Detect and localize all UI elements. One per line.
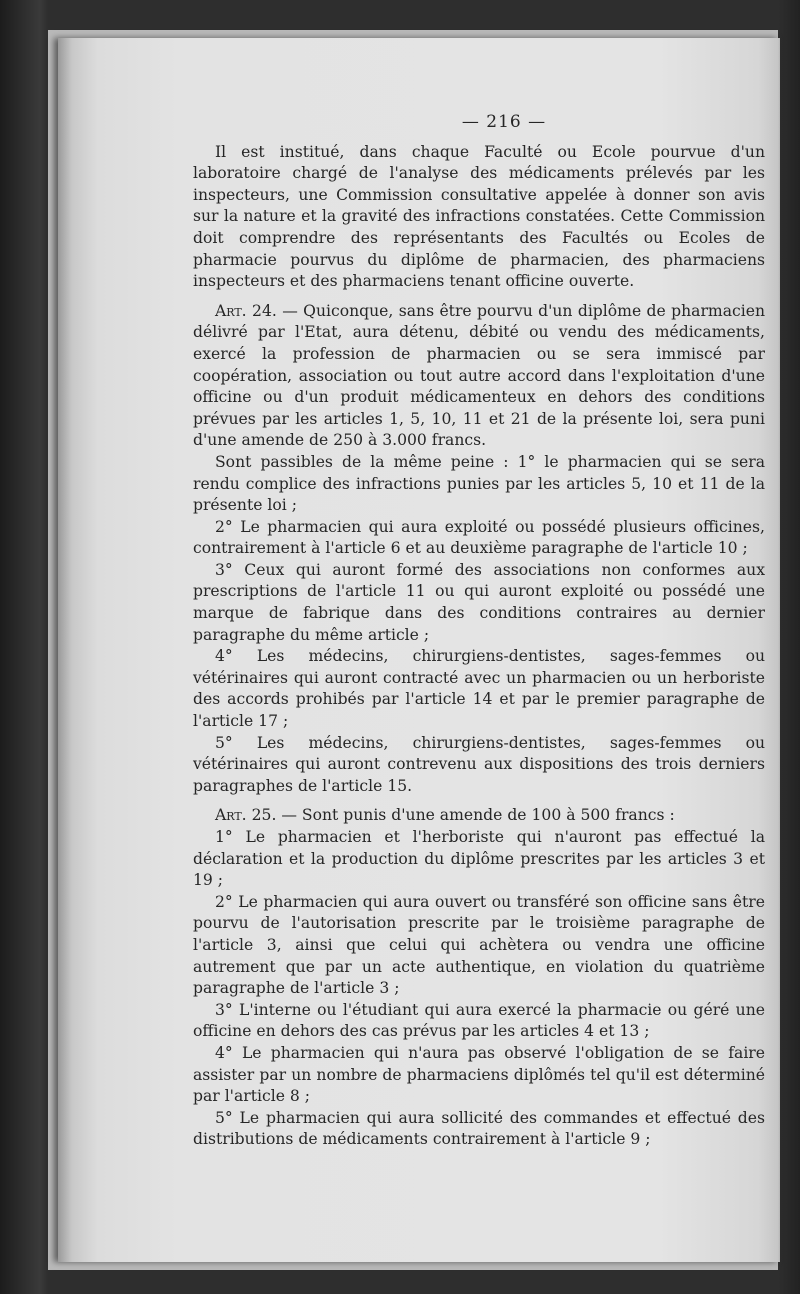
- paragraph-25-item-2: 2° Le pharmacien qui aura ouvert ou transféré son officine sans être pourvu de l'autorisation prescrite par le troisième paragraphe de l'article 3, ainsi que celui qui achètera ou vendra une officine autrement que par un acte authentique, en violation du quatrième paragraphe de l'article 3 ;: [193, 892, 765, 998]
- paragraph-25-item-4: 4° Le pharmacien qui n'aura pas observé l'obligation de se faire assister par un nombre de pharmaciens diplômés tel qu'il est déterminé par l'article 8 ;: [193, 1043, 765, 1106]
- article-24-text: — Quiconque, sans être pourvu d'un diplôme de pharmacien délivré par l'Etat, aura détenu, débité ou vendu des médicaments, exercé la profession de pharmacien ou se sera immiscé par coopération, association ou tout autre accord dans l'exploitation d'une officine ou d'un produit médicamenteux en dehors des conditions prévues par les articles 1, 5, 10, 11 et 21 de la présente loi, sera puni d'une amende de 250 à 3.000 francs.: [193, 301, 765, 450]
- page-number: — 216 —: [461, 112, 547, 132]
- paragraph-25-item-1: 1° Le pharmacien et l'herboriste qui n'auront pas effectué la déclaration et la production du diplôme prescrites par les articles 3 et 19 ;: [193, 828, 765, 890]
- article-25-text: — Sont punis d'une amende de 100 à 500 francs :: [276, 806, 675, 825]
- paragraph-same-penalty: Sont passibles de la même peine : 1° le pharmacien qui se sera rendu complice des infractions punies par les articles 5, 10 et 11 de la présente loi ;: [193, 452, 765, 515]
- paragraph-item-4-accords: 4° Les médecins, chirurgiens-dentistes, sages-femmes ou vétérinaires qui auront contracté avec un pharmacien ou un herboriste des accords prohibés par l'article 14 et par le premier paragraphe de l'article 17 ;: [193, 647, 765, 731]
- page-text: [193, 112, 765, 1151]
- paragraph-25-item-5: 5° Le pharmacien qui aura sollicité des commandes et effectué des distributions de médicaments contrairement à l'article 9 ;: [193, 1108, 765, 1149]
- article-25-label: Art. 25.: [215, 806, 277, 825]
- paragraph-25-item-3: 3° L'interne ou l'étudiant qui aura exercé la pharmacie ou géré une officine en dehors des cas prévus par les articles 4 et 13 ;: [193, 1000, 765, 1041]
- paragraph-item-3-associations: 3° Ceux qui auront formé des associations non conformes aux prescriptions de l'article 11 ou qui auront exploité ou possédé une marque de fabrique dans des conditions contraires au dernier paragraphe du même article ;: [193, 560, 765, 644]
- paragraph-article-25: [193, 805, 765, 827]
- right-binding-shadow: [778, 0, 800, 1294]
- paragraph-item-5-dispositions: 5° Les médecins, chirurgiens-dentistes, sages-femmes ou vétérinaires qui auront contrevenu aux dispositions des trois derniers paragraphes de l'article 15.: [193, 733, 765, 795]
- paragraph-commission: Il est institué, dans chaque Faculté ou Ecole pourvue d'un laboratoire chargé de l'analyse des médicaments prélevés par les inspecteurs, une Commission consultative appelée à donner son avis sur la nature et la gravité des infractions constatées. Cette Commission doit comprendre des représentants des Facultés ou Ecoles de pharmacie pourvus du diplôme de pharmacien, des pharmaciens inspecteurs et des pharmaciens tenant officine ouverte.: [193, 142, 765, 291]
- article-24-label: Art. 24.: [215, 301, 277, 320]
- paragraph-item-2-officines: 2° Le pharmacien qui aura exploité ou possédé plusieurs officines, contrairement à l'article 6 et au deuxième paragraphe de l'article 10 ;: [193, 517, 765, 558]
- paragraph-article-24: [193, 301, 765, 452]
